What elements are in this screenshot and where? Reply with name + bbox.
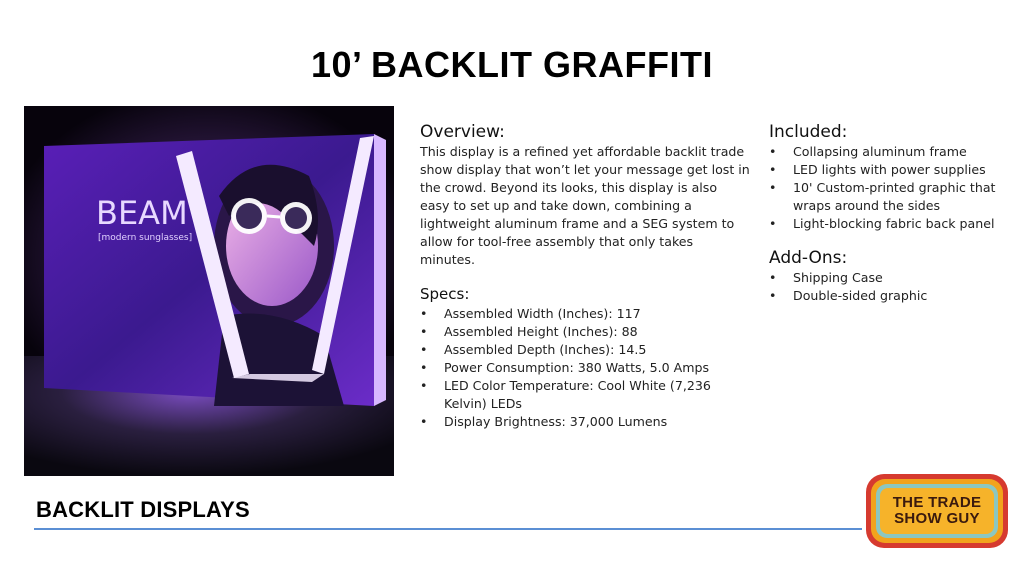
specs-heading: Specs: [420, 285, 470, 303]
addons-heading: Add-Ons: [769, 248, 848, 268]
backlit-display-illustration [24, 106, 394, 476]
overview-heading: Overview: [420, 122, 505, 142]
beam-brand-text: BEAM [96, 194, 188, 232]
overview-specs-column [420, 121, 750, 431]
company-logo [866, 474, 1008, 548]
logo-line-2: SHOW GUY [894, 510, 980, 527]
list-item: • Assembled Height (Inches): 88 [420, 323, 750, 341]
list-item: • Light-blocking fabric back panel [769, 215, 999, 233]
list-item: • Double-sided graphic [769, 287, 999, 305]
beam-tagline-text: [modern sunglasses] [98, 233, 193, 243]
divider [34, 528, 862, 530]
section-label: BACKLIT DISPLAYS [36, 497, 250, 522]
list-item: • Display Brightness: 37,000 Lumens [420, 413, 750, 431]
slide-title: 10’ BACKLIT GRAFFITI [310, 44, 713, 85]
list-item: • LED Color Temperature: Cool White (7,236 Kelvin) LEDs [420, 377, 750, 413]
product-photo [24, 106, 394, 476]
list-item: • Assembled Width (Inches): 117 [420, 305, 750, 323]
included-list [769, 143, 999, 233]
overview-text: This display is a refined yet affordable backlit trade show display that won’t let your message get lost in the crowd. Beyond its looks, this display is also easy to set up and take down, combining a lightweight aluminum frame and a SEG system to allow for tool-free assembly that only takes minutes. [420, 144, 750, 267]
logo-line-1: THE TRADE [892, 494, 982, 511]
specs-list [420, 305, 750, 431]
list-item: • Assembled Depth (Inches): 14.5 [420, 341, 750, 359]
included-addons-column [769, 121, 999, 305]
list-item: • Power Consumption: 380 Watts, 5.0 Amps [420, 359, 750, 377]
list-item: • LED lights with power supplies [769, 161, 999, 179]
list-item: • 10' Custom-printed graphic that wraps around the sides [769, 179, 999, 215]
list-item: • Collapsing aluminum frame [769, 143, 999, 161]
addons-list [769, 269, 999, 305]
included-heading: Included: [769, 122, 848, 142]
list-item: • Shipping Case [769, 269, 999, 287]
